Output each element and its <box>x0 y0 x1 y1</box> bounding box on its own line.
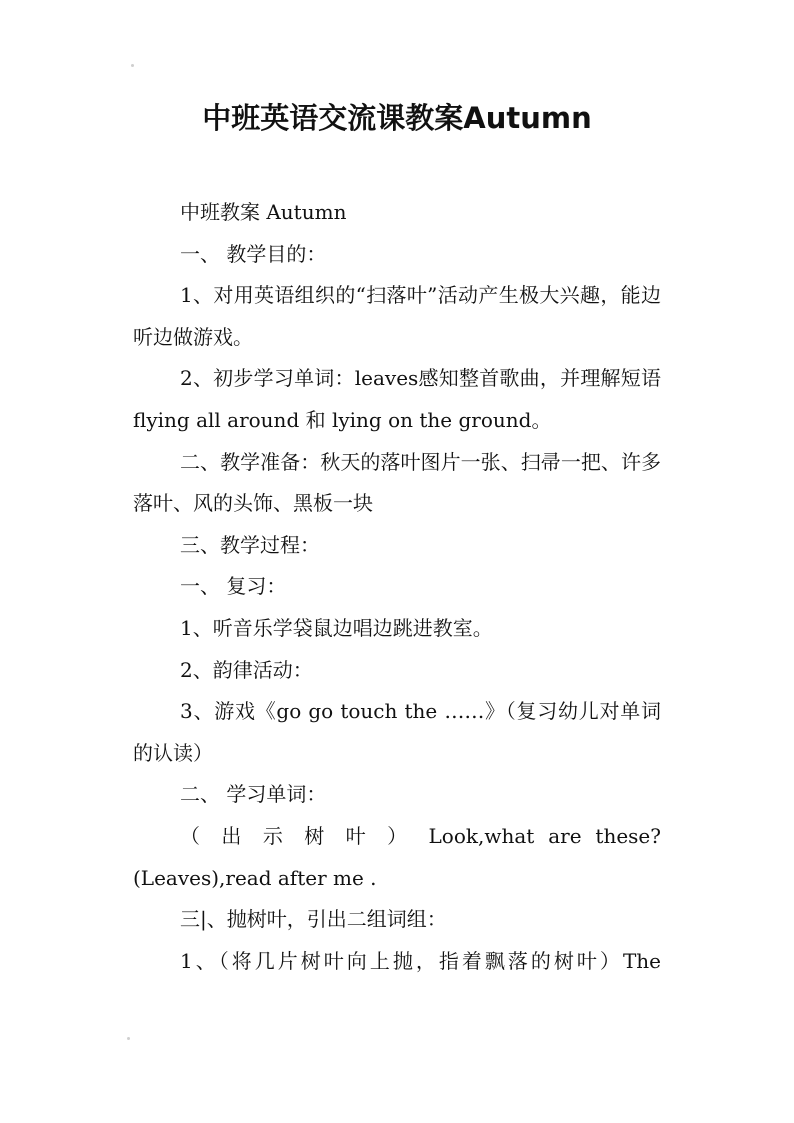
paragraph: 2、韵律活动： <box>180 657 313 682</box>
paragraph: 1、对用英语组织的“扫落叶”活动产生极大兴趣，能边听边做游戏。 <box>133 283 661 349</box>
document-body <box>133 192 661 982</box>
scan-mark <box>127 1037 130 1040</box>
paragraph: 3、游戏《go go touch the ……》（复习幼儿对单词的认读） <box>133 699 661 765</box>
paragraph: 2、初步学习单词：leaves感知整首歌曲，并理解短语 flying all around 和 lying on the ground。 <box>133 366 661 432</box>
paragraph: 一、 复习： <box>180 574 287 599</box>
paragraph: 三、教学过程： <box>180 532 320 557</box>
paragraph: 1、听音乐学袋鼠边唱边跳进教室。 <box>180 615 493 640</box>
paragraph: 1、（将几片树叶向上抛，指着飘落的树叶）The <box>180 948 661 973</box>
document-title: 中班英语交流课教案Autumn <box>202 101 592 135</box>
paragraph: 二、 学习单词： <box>180 782 327 807</box>
paragraph: （ 出 示 树 叶 ） Look,what are these?(Leaves),read after me . <box>133 823 661 890</box>
paragraph: 一、 教学目的： <box>180 241 327 266</box>
paragraph: 二、教学准备：秋天的落叶图片一张、扫帚一把、许多落叶、风的头饰、黑板一块 <box>133 449 661 516</box>
paragraph: 三|、抛树叶，引出二组词组： <box>180 907 447 932</box>
paragraph: 中班教案 Autumn <box>180 200 347 224</box>
scan-mark <box>131 64 134 67</box>
